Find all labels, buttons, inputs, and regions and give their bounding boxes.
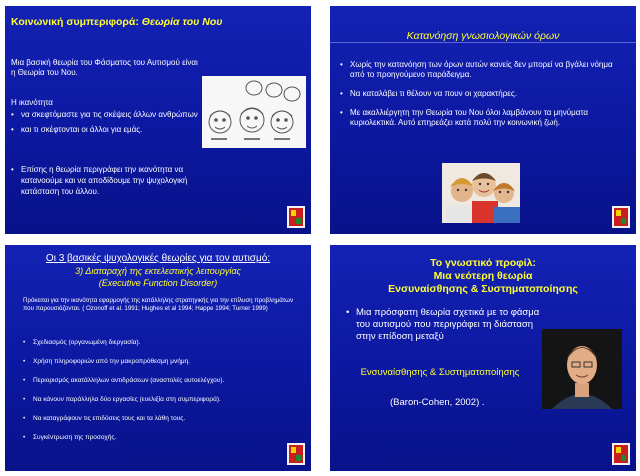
slide-title: Οι 3 βασικές ψυχολογικές θεωρίες για τον αυτισμό: <box>45 253 271 264</box>
list-item: • Χωρίς την κατανόηση των όρων αυτών κανείς δεν μπορεί να βγάλει νόημα από το προηγούμενο παράδειγμα. <box>340 60 628 80</box>
bullet-list <box>23 339 303 453</box>
university-logo-icon <box>612 206 630 228</box>
list-item: • Να κάνουν παράλληλα δύο εργασίες (ευελιξία στη συμπεριφορά). <box>23 396 303 404</box>
bullet-list <box>11 164 225 197</box>
slide-theory-of-mind[interactable] <box>5 6 311 234</box>
list-item: • Με ακαλλιέργητη την Θεωρία του Νου όλοι λαμβάνουν τα μηνύματα κυριολεκτικά. Αυτό επηρεάζει κατά πολύ την κοινωνική ζωή. <box>340 108 628 128</box>
slide-subtitle-english: (Executive Function Disorder) <box>98 278 218 288</box>
slide-subtitle: 3) Διαταραχή της εκτελεστικής λειτουργίας <box>75 266 241 276</box>
list-item: • Σχεδιασμός (οργανωμένη διεργασία). <box>23 339 303 347</box>
children-photo <box>442 163 520 223</box>
body-text: • Μια πρόσφατη θεωρία σχετικά με το φάσμα του αυτισμού που περιγράφει τη διάσταση στην επίδοση μεταξύ <box>346 307 546 343</box>
slide-title: Κατανόηση γνωσιολογικών όρων <box>406 30 560 42</box>
list-item: • να σκεφτόμαστε για τις σκέψεις άλλων ανθρώπων <box>11 110 203 120</box>
ability-heading: Η ικανότητα <box>11 98 53 107</box>
university-logo-icon <box>287 206 305 228</box>
university-logo-icon <box>287 443 305 465</box>
list-item: • Συγκέντρωση της προσοχής. <box>23 434 303 442</box>
university-logo-icon <box>612 443 630 465</box>
list-item: • Να καταλάβει τι θέλουν να πουν οι χαρακτήρες. <box>340 89 628 99</box>
title-divider <box>330 42 636 43</box>
intro-text: Μια βασική θεωρία του Φάσματος του Αυτισμού είναι η Θεωρία του Νου. <box>11 58 198 77</box>
list-item: • Να καταγράφουν τις επιδόσεις τους και τα λάθη τους. <box>23 415 303 423</box>
portrait-photo <box>542 329 622 409</box>
intro-text: Πρόκειται για την ικανότητα εφαρμογής της κατάλληλης στρατηγικής για την επίλυση προβλημάτων που παρουσιάζονται. ( Ozonoff et al. 1991; Hughes et al 1994; Happe 1994; Turner 1999) <box>23 297 294 312</box>
list-item: • και τι σκέφτονται οι άλλοι για εμάς. <box>11 125 203 135</box>
list-item: • Επίσης η θεωρία περιγράφει την ικανότητα να κατανοούμε και να αποδίδουμε την ψυχολογική κατάσταση του άλλου. <box>11 164 225 197</box>
list-item: • Χρήση πληροφοριών από την μακροπρόθεσμη μνήμη. <box>23 358 303 366</box>
citation: (Baron-Cohen, 2002) . <box>390 397 485 408</box>
highlight-text: Ενσυναίσθησης & Συστηματοποίησης <box>360 367 520 378</box>
slide-cognitive-terms[interactable] <box>330 6 636 234</box>
slide-cognitive-profile[interactable] <box>330 245 636 471</box>
bullet-list <box>340 60 628 137</box>
list-item: • Περιορισμός ακατάλληλων αντιδράσεων (αναστολές αυτοελέγχου). <box>23 377 303 385</box>
slide-title: Το γνωστικό προφίλ: Μια νεότερη θεωρία Ενσυναίσθησης & Συστηματοποίησης <box>388 257 578 295</box>
bullet-list <box>11 110 203 140</box>
slide-executive-function[interactable] <box>5 245 311 471</box>
cartoon-faces-image <box>202 76 306 148</box>
slide-title: Κοινωνική συμπεριφορά: Θεωρία του Νου <box>11 16 223 28</box>
